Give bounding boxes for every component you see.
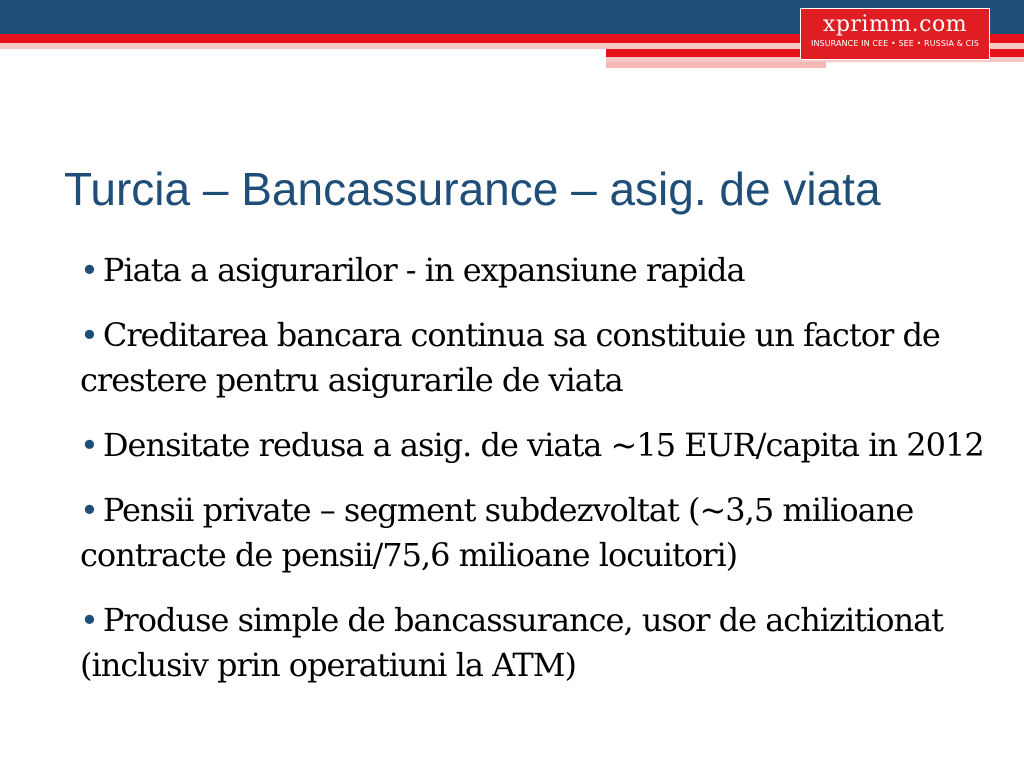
bullet-item [80,423,1015,468]
right-short-stripe [606,62,826,68]
bullet-icon: • [80,251,99,289]
bullet-text: Piata a asigurarilor - in expansiune rapida [102,251,745,289]
bullet-item [80,598,1015,688]
logo-tagline: INSURANCE IN CEE • SEE • RUSSIA & CIS [811,39,979,48]
bullet-icon: • [80,426,99,464]
bullet-icon: • [80,316,99,354]
logo-name: xprimm.com [822,12,968,37]
bullet-item [80,313,1015,403]
slide-title: Turcia – Bancassurance – asig. de viata [64,163,881,215]
bullet-list [80,248,1015,708]
bullet-item [80,248,1015,293]
bullet-icon: • [80,601,99,639]
bullet-text: Densitate redusa a asig. de viata ~15 EUR/capita in 2012 [102,426,984,464]
bullet-text: Creditarea bancara continua sa constituie un factor de crestere pentru asigurarile de viata [80,316,940,399]
bullet-icon: • [80,491,99,529]
bullet-item [80,488,1015,578]
bullet-text: Pensii private – segment subdezvoltat (~3,5 milioane contracte de pensii/75,6 milioane locuitori) [80,491,914,574]
xprimm-logo [800,8,990,60]
bullet-text: Produse simple de bancassurance, usor de achizitionat (inclusiv prin operatiuni la ATM) [80,601,944,684]
